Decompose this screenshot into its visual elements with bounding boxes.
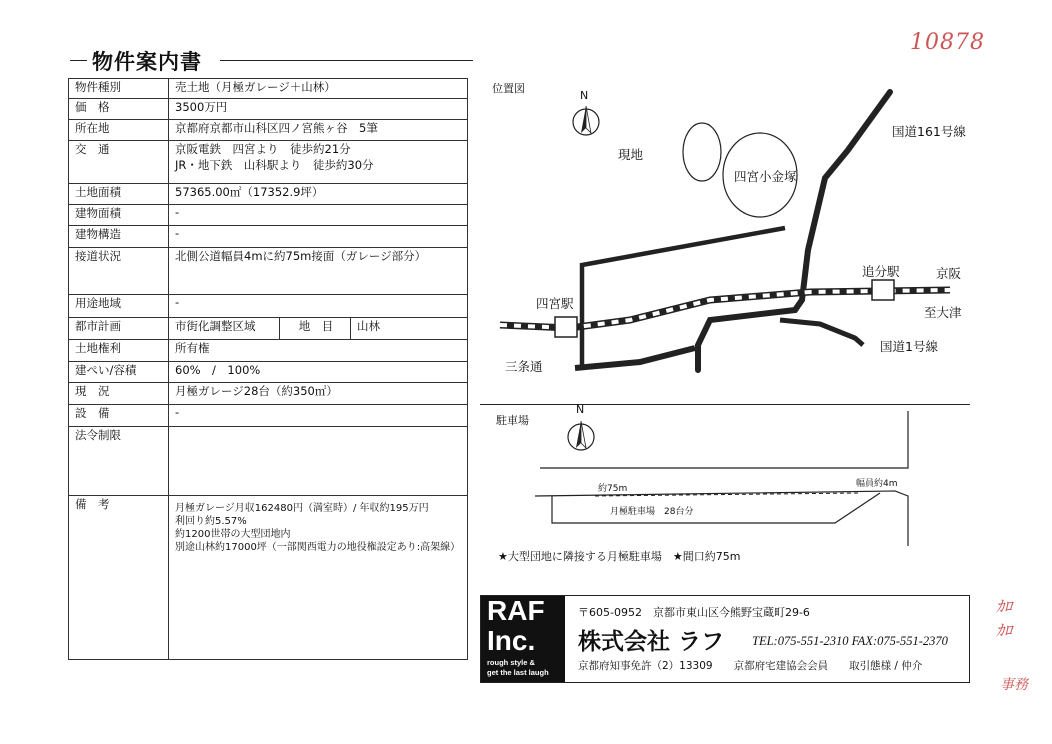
label-building-area: 建物面積 [69, 205, 169, 226]
label-road-access: 接道状況 [69, 248, 169, 295]
page-title: 物件案内書 [92, 50, 202, 74]
value-land-category: 山林 [351, 318, 468, 340]
road-north-edge [540, 411, 908, 468]
value-coverage-ratio: 60% / 100% [169, 362, 468, 383]
remarks-line: 別途山林約17000坪（一部関西電力の地役権設定あり:高架線） [175, 542, 461, 553]
value-price: 3500万円 [169, 99, 468, 120]
title-rule-right [220, 60, 473, 61]
label-structure: 建物構造 [69, 226, 169, 248]
route-161-road [698, 92, 890, 370]
handwritten-note-2: ｶﾛ [996, 621, 1013, 640]
handwritten-note-1: ｶﾛ [996, 597, 1013, 616]
remarks-line: 約1200世帯の大型団地内 [175, 529, 291, 540]
company-phone: TEL:075-551-2310 FAX:075-551-2370 [752, 634, 948, 648]
north-label: N [580, 89, 589, 102]
label-type: 物件種別 [69, 79, 169, 99]
value-type: 売土地（月極ガレージ＋山林） [169, 79, 468, 99]
title-rule-left [70, 60, 87, 61]
label-current-state: 現 況 [69, 383, 169, 405]
map-heading: 位置図 [492, 82, 525, 95]
sanjo-dori-label: 三条通 [505, 359, 543, 374]
route-161-label: 国道161号線 [892, 124, 966, 139]
company-address: 〒605-0952 京都市東山区今熊野宝蔵町29-6 [578, 606, 810, 619]
value-legal-restrictions [169, 427, 468, 496]
sanjo-dori-road [575, 348, 695, 368]
parking-lot-label: 月極駐車場 28台分 [610, 507, 694, 517]
value-access-1: 京阪電鉄 四宮より 徒歩約21分 [175, 142, 351, 156]
parking-note: ★大型団地に隣接する月極駐車場 ★間口約75m [498, 550, 741, 563]
remarks-line: 利回り約5.57% [175, 516, 247, 527]
value-structure: - [169, 226, 468, 248]
site-outline [683, 123, 721, 181]
value-access-2: JR・地下鉄 山科駅より 徒歩約30分 [175, 158, 374, 172]
company-logo [481, 596, 565, 682]
width-label: 幅員約4m [856, 479, 898, 489]
kofun-label: 四宮小金塚 [734, 169, 797, 184]
property-info-table [68, 78, 468, 660]
logo-slogan-1: rough style & [487, 658, 535, 667]
value-road-access: 北側公道幅員4mに約75m接面（ガレージ部分） [169, 248, 468, 295]
value-location: 京都府京都市山科区四ノ宮熊ヶ谷 5筆 [169, 120, 468, 141]
oiwake-station-marker [872, 280, 894, 300]
to-otsu-label: 至大津 [924, 305, 962, 320]
site-label: 現地 [618, 147, 644, 162]
company-name: 株式会社 ラフ [578, 629, 725, 655]
label-facilities: 設 備 [69, 405, 169, 427]
parking-heading: 駐車場 [496, 414, 529, 427]
label-land-rights: 土地権利 [69, 340, 169, 362]
label-location: 所在地 [69, 120, 169, 141]
value-land-area: 57365.00㎡（17352.9坪） [169, 184, 468, 205]
value-city-planning: 市街化調整区域 [169, 318, 280, 340]
label-city-planning: 都市計画 [69, 318, 169, 340]
value-facilities: - [169, 405, 468, 427]
label-land-category: 地 目 [280, 318, 351, 340]
label-legal-restrictions: 法令制限 [69, 427, 169, 496]
parking-lot-outline [552, 493, 880, 523]
logo-raf: RAF [487, 595, 545, 626]
value-zoning: - [169, 295, 468, 318]
label-coverage-ratio: 建ぺい/容積 [69, 362, 169, 383]
logo-inc: Inc. [487, 625, 536, 656]
value-current-state: 月極ガレージ28台（約350㎡） [169, 383, 468, 405]
label-remarks: 備 考 [69, 496, 169, 660]
north-arrow-icon [573, 106, 599, 135]
parking-north-label: N [576, 403, 585, 416]
label-zoning: 用途地域 [69, 295, 169, 318]
company-license: 京都府知事免許（2）13309 京都府宅建協会会員 取引態様 / 仲介 [578, 660, 923, 672]
value-land-rights: 所有権 [169, 340, 468, 362]
route-1-road [780, 320, 863, 345]
value-building-area: - [169, 205, 468, 226]
logo-slogan-2: get the last laugh [487, 668, 549, 677]
remarks-line: 月極ガレージ月収162480円（満室時）/ 年収約195万円 [175, 503, 429, 514]
keihan-label: 京阪 [936, 266, 962, 281]
oiwake-station-label: 追分駅 [862, 264, 900, 279]
shinomiya-station-label: 四宮駅 [536, 296, 574, 311]
length-label: 約75m [598, 484, 628, 494]
road-south-edge [535, 491, 908, 546]
label-price: 価 格 [69, 99, 169, 120]
shinomiya-station-marker [555, 317, 577, 337]
north-arrow-icon [568, 421, 594, 450]
label-land-area: 土地面積 [69, 184, 169, 205]
map-divider [480, 404, 970, 405]
handwritten-note-3: 事務 [1000, 677, 1028, 693]
label-access: 交 通 [69, 141, 169, 184]
route-1-label: 国道1号線 [880, 339, 938, 354]
handwritten-code: 10878 [910, 30, 985, 55]
